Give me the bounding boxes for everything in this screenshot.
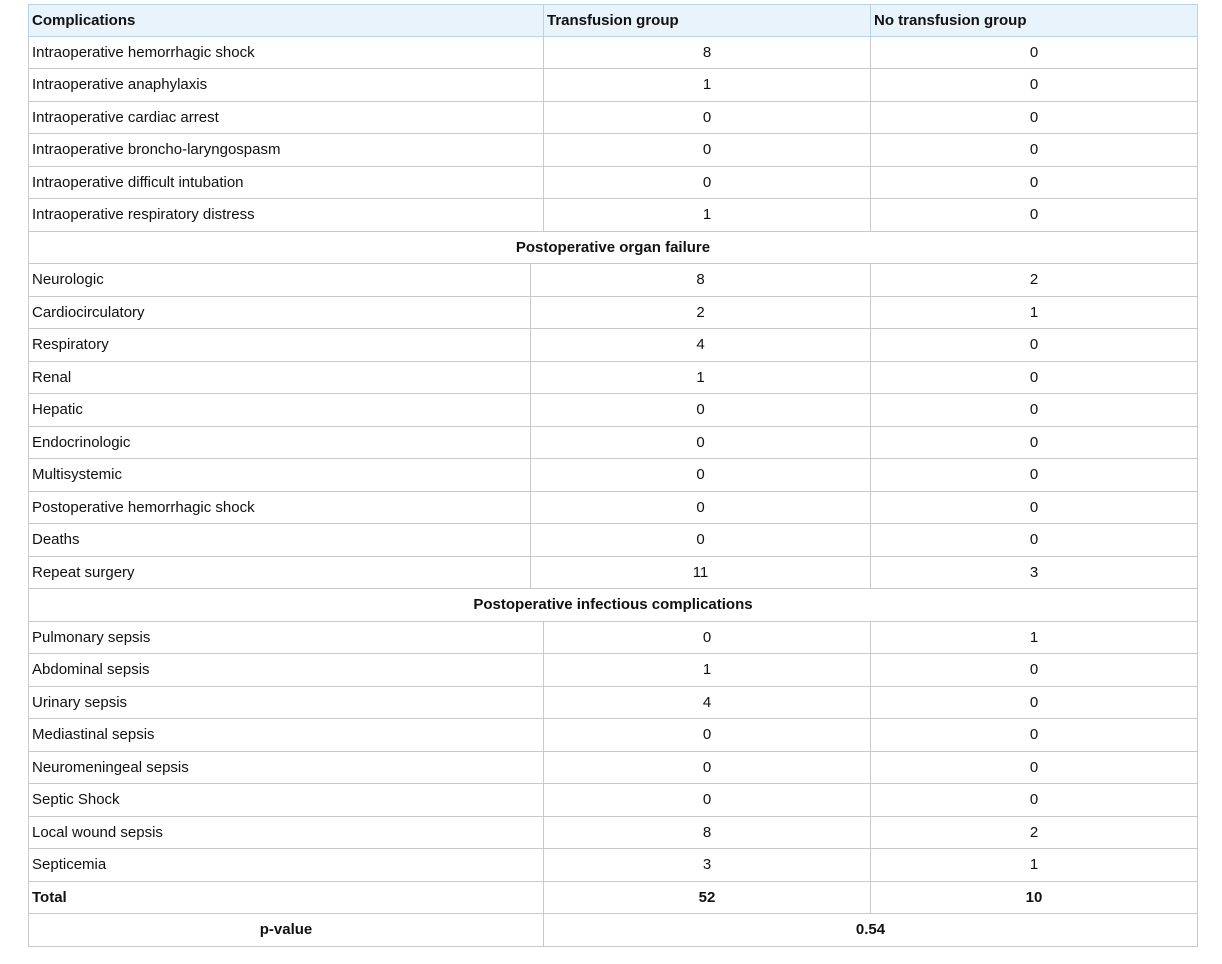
- total-transfusion-value: 52: [543, 882, 870, 914]
- row-label: Intraoperative cardiac arrest: [32, 108, 219, 126]
- no-transfusion-value: 1: [870, 622, 1197, 654]
- p-value-label: p-value: [259, 921, 313, 939]
- table-row: [28, 167, 1198, 200]
- row-label: Abdominal sepsis: [32, 661, 150, 679]
- row-label: Neuromeningeal sepsis: [32, 758, 189, 776]
- table-row: [28, 752, 1198, 785]
- table-row: [28, 297, 1198, 330]
- no-transfusion-value: 0: [870, 102, 1197, 134]
- section-header-organ-failure: [28, 232, 1198, 265]
- table-row: [28, 329, 1198, 362]
- header-transfusion-group: Transfusion group: [543, 5, 870, 36]
- no-transfusion-value: 2: [870, 817, 1197, 849]
- no-transfusion-value: 0: [870, 167, 1197, 199]
- no-transfusion-value: 0: [870, 784, 1197, 816]
- no-transfusion-value: 0: [870, 362, 1197, 394]
- transfusion-value: 0: [543, 784, 870, 816]
- row-label: Intraoperative broncho-laryngospasm: [32, 141, 281, 159]
- no-transfusion-value: 2: [870, 264, 1197, 296]
- section-header-infectious: [28, 589, 1198, 622]
- row-label: Renal: [32, 368, 72, 386]
- table-row: [28, 264, 1198, 297]
- transfusion-value: 4: [543, 687, 870, 719]
- table-row: [28, 394, 1198, 427]
- table-row: [28, 622, 1198, 655]
- no-transfusion-value: 0: [870, 37, 1197, 69]
- table-row: [28, 817, 1198, 850]
- transfusion-value: 2: [530, 297, 870, 329]
- total-label: Total: [32, 888, 67, 906]
- table-row: [28, 557, 1198, 590]
- transfusion-value: 1: [543, 69, 870, 101]
- row-label: Septicemia: [32, 856, 107, 874]
- transfusion-value: 0: [543, 134, 870, 166]
- transfusion-value: 1: [530, 362, 870, 394]
- total-no-transfusion-value: 10: [870, 882, 1197, 914]
- no-transfusion-value: 0: [870, 687, 1197, 719]
- row-label: Intraoperative difficult intubation: [32, 173, 244, 191]
- total-row: [28, 882, 1198, 915]
- transfusion-value: 0: [530, 427, 870, 459]
- transfusion-value: 0: [530, 524, 870, 556]
- table-row: [28, 654, 1198, 687]
- row-label: Intraoperative respiratory distress: [32, 206, 255, 224]
- row-label: Postoperative hemorrhagic shock: [32, 498, 255, 516]
- transfusion-value: 0: [543, 622, 870, 654]
- no-transfusion-value: 0: [870, 69, 1197, 101]
- table-row: [28, 69, 1198, 102]
- row-label: Local wound sepsis: [32, 823, 163, 841]
- row-label: Mediastinal sepsis: [32, 726, 155, 744]
- header-no-transfusion-group: No transfusion group: [870, 5, 1197, 36]
- table-row: [28, 524, 1198, 557]
- row-label: Endocrinologic: [32, 433, 131, 451]
- no-transfusion-value: 0: [870, 719, 1197, 751]
- no-transfusion-value: 0: [870, 524, 1197, 556]
- complications-table: [28, 4, 1198, 947]
- no-transfusion-value: 0: [870, 199, 1197, 231]
- transfusion-value: 0: [543, 102, 870, 134]
- row-label: Neurologic: [32, 271, 104, 289]
- transfusion-value: 11: [530, 557, 870, 589]
- no-transfusion-value: 0: [870, 459, 1197, 491]
- transfusion-value: 8: [530, 264, 870, 296]
- table-row: [28, 37, 1198, 70]
- transfusion-value: 0: [530, 459, 870, 491]
- section-title: Postoperative organ failure: [515, 238, 711, 256]
- row-label: Respiratory: [32, 336, 109, 354]
- table-header-row: [28, 4, 1198, 37]
- no-transfusion-value: 0: [870, 654, 1197, 686]
- row-label: Cardiocirculatory: [32, 303, 145, 321]
- transfusion-value: 4: [530, 329, 870, 361]
- table-row: [28, 784, 1198, 817]
- transfusion-value: 1: [543, 654, 870, 686]
- transfusion-value: 8: [543, 817, 870, 849]
- row-label: Hepatic: [32, 401, 83, 419]
- transfusion-value: 0: [543, 752, 870, 784]
- no-transfusion-value: 0: [870, 394, 1197, 426]
- table-row: [28, 849, 1198, 882]
- transfusion-value: 0: [543, 167, 870, 199]
- table-row: [28, 102, 1198, 135]
- section-title: Postoperative infectious complications: [473, 596, 753, 614]
- table-row: [28, 362, 1198, 395]
- row-label: Septic Shock: [32, 791, 120, 809]
- no-transfusion-value: 0: [870, 492, 1197, 524]
- header-complications: Complications: [32, 11, 136, 29]
- row-label: Deaths: [32, 531, 80, 549]
- transfusion-value: 1: [543, 199, 870, 231]
- table-row: [28, 134, 1198, 167]
- no-transfusion-value: 1: [870, 297, 1197, 329]
- row-label: Urinary sepsis: [32, 693, 128, 711]
- row-label: Pulmonary sepsis: [32, 628, 151, 646]
- row-label: Multisystemic: [32, 466, 123, 484]
- table-row: [28, 199, 1198, 232]
- transfusion-value: 8: [543, 37, 870, 69]
- no-transfusion-value: 0: [870, 134, 1197, 166]
- p-value-row: [28, 914, 1198, 947]
- table-row: [28, 427, 1198, 460]
- transfusion-value: 3: [543, 849, 870, 881]
- row-label: Intraoperative hemorrhagic shock: [32, 43, 255, 61]
- row-label: Intraoperative anaphylaxis: [32, 76, 208, 94]
- table-row: [28, 459, 1198, 492]
- table-row: [28, 719, 1198, 752]
- no-transfusion-value: 0: [870, 752, 1197, 784]
- no-transfusion-value: 1: [870, 849, 1197, 881]
- table-row: [28, 687, 1198, 720]
- table-row: [28, 492, 1198, 525]
- transfusion-value: 0: [530, 492, 870, 524]
- transfusion-value: 0: [530, 394, 870, 426]
- no-transfusion-value: 3: [870, 557, 1197, 589]
- transfusion-value: 0: [543, 719, 870, 751]
- no-transfusion-value: 0: [870, 427, 1197, 459]
- no-transfusion-value: 0: [870, 329, 1197, 361]
- row-label: Repeat surgery: [32, 563, 135, 581]
- p-value: 0.54: [543, 914, 1197, 946]
